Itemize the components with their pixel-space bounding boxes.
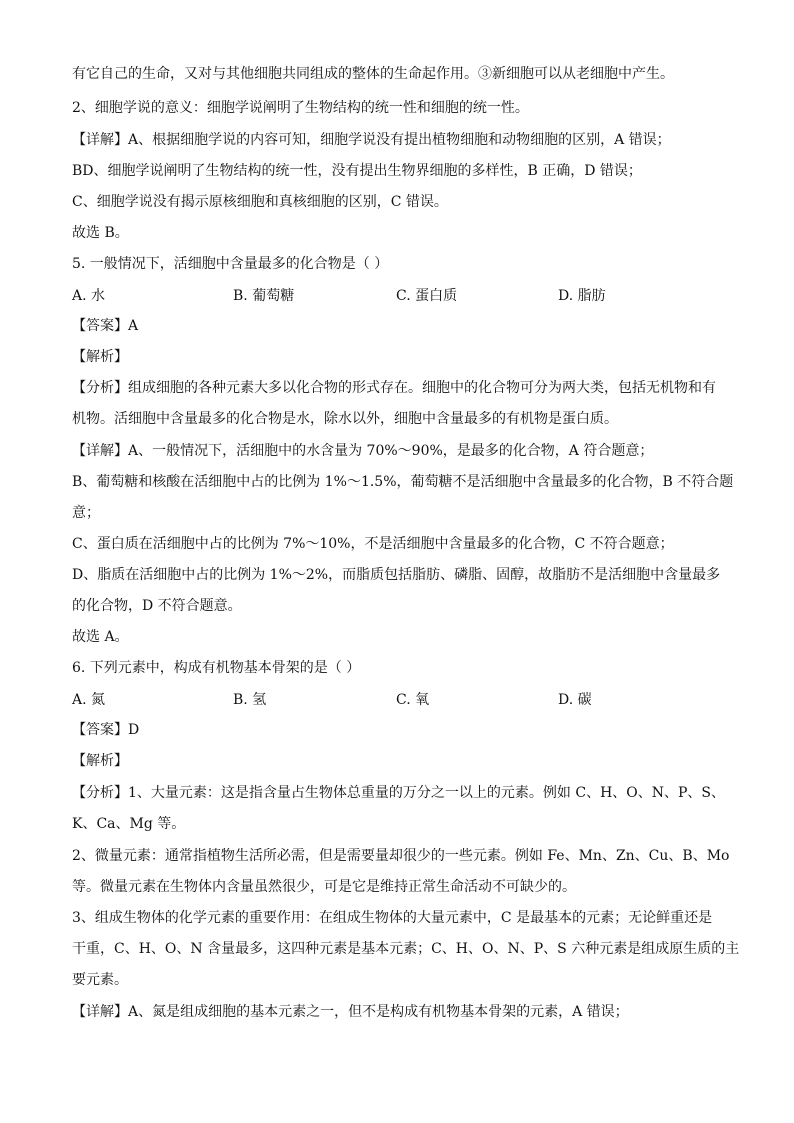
text-line: BD、细胞学说阐明了生物结构的统一性，没有提出生物界细胞的多样性，B 正确，D 错误； [72,163,642,179]
text-line: 2、微量元素：通常指植物生活所必需，但是需要量却很少的一些元素。例如 Fe、Mn、Zn、Cu、B、Mo [72,848,730,864]
q6-option-b: B. 氢 [233,692,267,708]
text-line: 的化合物，D 不符合题意。 [72,598,242,614]
text-line: 3、组成生物体的化学元素的重要作用：在组成生物体的大量元素中，C 是最基本的元素；无论鲜重还是 [72,910,713,926]
answer-label: 【答案】D [72,722,140,738]
q5-option-b: B. 葡萄糖 [233,288,295,304]
text-line: 等。微量元素在生物体内含量虽然很少，可是它是维持正常生命活动不可缺少的。 [72,879,576,895]
text-line: 故选 A。 [72,629,129,645]
q5-option-a: A. 水 [72,288,106,304]
q6-option-c: C. 氧 [396,692,430,708]
text-line: 【分析】组成细胞的各种元素大多以化合物的形式存在。细胞中的化合物可分为两大类，包括无机物和有 [72,380,716,396]
text-line: C、细胞学说没有揭示原核细胞和真核细胞的区别，C 错误。 [72,194,448,210]
analysis-label: 【解析】 [72,753,128,769]
text-line: K、Ca、Mg 等。 [72,816,186,832]
text-line: D、脂质在活细胞中占的比例为 1%～2%，而脂质包括脂肪、磷脂、固醇，故脂肪不是活细胞中含量最多 [72,567,721,583]
text-line: 2、细胞学说的意义：细胞学说阐明了生物结构的统一性和细胞的统一性。 [72,100,529,116]
text-line: 故选 B。 [72,225,129,241]
text-line: 有它自己的生命，又对与其他细胞共同组成的整体的生命起作用。③新细胞可以从老细胞中产生。 [72,66,674,82]
text-line: 【分析】1、大量元素：这是指含量占生物体总重量的万分之一以上的元素。例如 C、H、O、N、P、S、 [72,785,726,801]
text-line: 机物。活细胞中含量最多的化合物是水，除水以外，细胞中含量最多的有机物是蛋白质。 [72,411,618,427]
q5-option-c: C. 蛋白质 [396,288,458,304]
text-line: C、蛋白质在活细胞中占的比例为 7%～10%，不是活细胞中含量最多的化合物，C 不符合题意； [72,536,674,552]
question-5: 5. 一般情况下，活细胞中含量最多的化合物是（ ） [72,256,389,272]
analysis-label: 【解析】 [72,349,128,365]
text-line: 【详解】A、氮是组成细胞的基本元素之一，但不是构成有机物基本骨架的元素，A 错误； [72,1004,629,1020]
text-line: 干重，C、H、O、N 含量最多，这四种元素是基本元素；C、H、O、N、P、S 六种元素是组成原生质的主 [72,941,740,957]
text-line: 要元素。 [72,972,128,988]
text-line: 【详解】A、根据细胞学说的内容可知，细胞学说没有提出植物细胞和动物细胞的区别，A 错误； [72,132,671,148]
text-line: 【详解】A、一般情况下，活细胞中的水含量为 70%～90%，是最多的化合物，A 符合题意； [72,443,654,459]
text-line: 意； [72,505,100,521]
q6-option-a: A. 氮 [72,692,106,708]
answer-label: 【答案】A [72,318,139,334]
text-line: B、葡萄糖和核酸在活细胞中占的比例为 1%～1.5%，葡萄糖不是活细胞中含量最多的化合物，B 不符合题 [72,474,734,490]
question-6: 6. 下列元素中，构成有机物基本骨架的是（ ） [72,660,361,676]
q6-option-d: D. 碳 [558,692,592,708]
q5-option-d: D. 脂肪 [558,288,606,304]
